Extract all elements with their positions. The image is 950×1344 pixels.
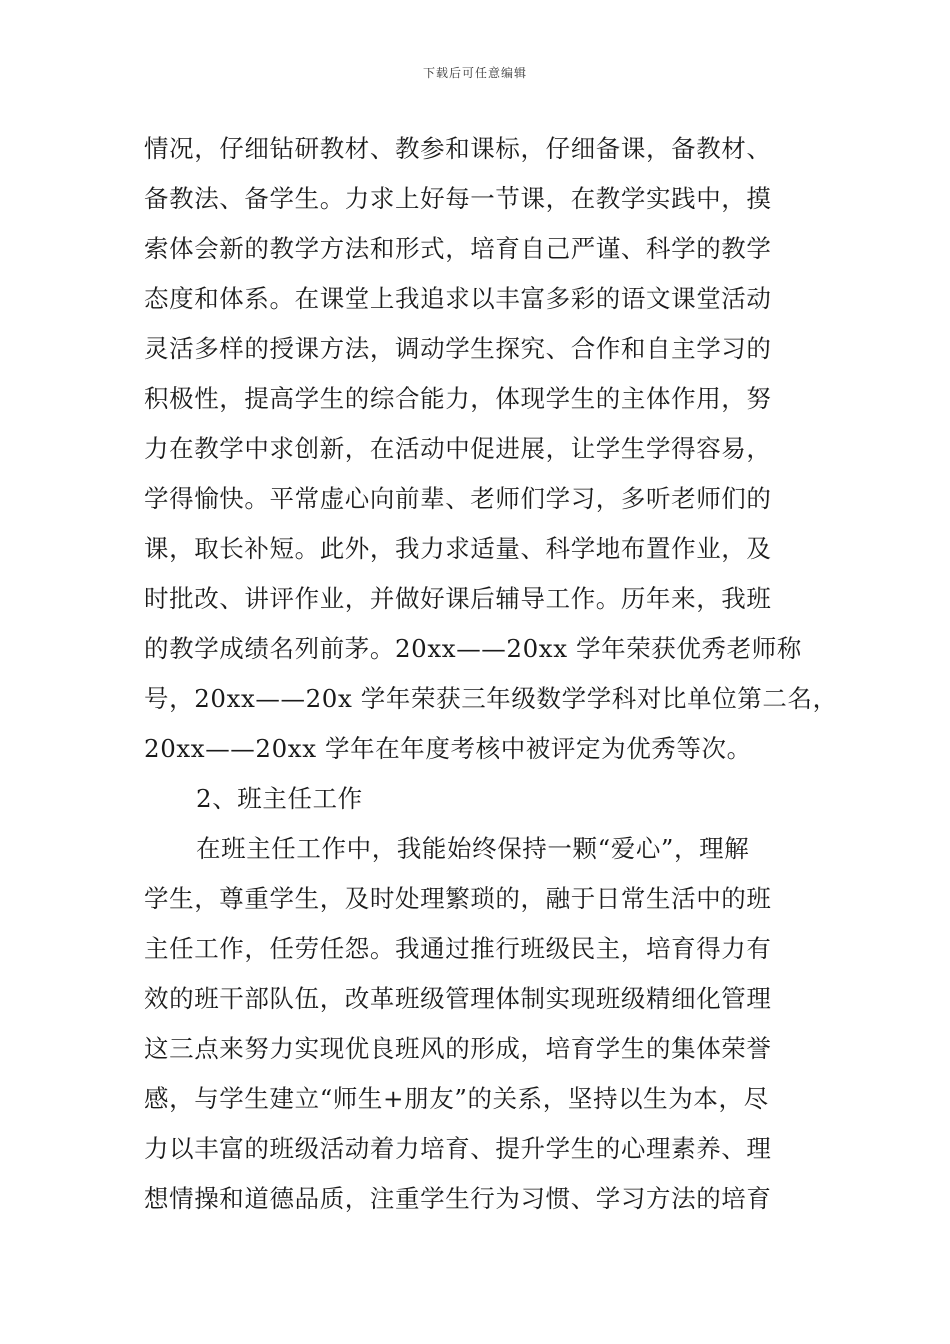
text-line: 号，20xx——20x 学年荣获三年级数学学科对比单位第二名， <box>144 684 838 713</box>
text-line: 学得愉快。平常虚心向前辈、老师们学习，多听老师们的 <box>144 484 772 513</box>
paragraph-first-line: 在班主任工作中，我能始终保持一颗“爱心”，理解 <box>196 834 750 863</box>
text-line: 情况，仔细钻研教材、教参和课标，仔细备课，备教材、 <box>144 134 772 163</box>
text-line: 这三点来努力实现优良班风的形成，培育学生的集体荣誉 <box>144 1034 772 1063</box>
text-line: 20xx——20xx 学年在年度考核中被评定为优秀等次。 <box>144 734 752 763</box>
text-line: 时批改、讲评作业，并做好课后辅导工作。历年来，我班 <box>144 584 772 613</box>
text-line: 力以丰富的班级活动着力培育、提升学生的心理素养、理 <box>144 1134 772 1163</box>
document-body <box>144 124 838 1224</box>
text-line: 态度和体系。在课堂上我追求以丰富多彩的语文课堂活动 <box>144 284 772 313</box>
text-line: 积极性，提高学生的综合能力，体现学生的主体作用，努 <box>144 384 772 413</box>
text-line: 效的班干部队伍，改革班级管理体制实现班级精细化管理 <box>144 984 772 1013</box>
text-line: 灵活多样的授课方法，调动学生探究、合作和自主学习的 <box>144 334 772 363</box>
text-line: 主任工作，任劳任怨。我通过推行班级民主，培育得力有 <box>144 934 772 963</box>
text-line: 力在教学中求创新，在活动中促进展，让学生学得容易， <box>144 434 772 463</box>
text-line: 想情操和道德品质，注重学生行为习惯、学习方法的培育 <box>144 1184 772 1213</box>
text-line: 的教学成绩名列前茅。20xx——20xx 学年荣获优秀老师称 <box>144 634 802 663</box>
text-line: 感，与学生建立“师生+朋友”的关系，坚持以生为本，尽 <box>144 1084 769 1113</box>
text-line: 备教法、备学生。力求上好每一节课，在教学实践中，摸 <box>144 184 772 213</box>
page-header: 下载后可任意编辑 <box>422 66 527 80</box>
text-line: 学生，尊重学生，及时处理繁琐的，融于日常生活中的班 <box>144 884 772 913</box>
text-line: 索体会新的教学方法和形式，培育自己严谨、科学的教学 <box>144 234 772 263</box>
section-heading: 2、班主任工作 <box>196 784 363 813</box>
text-line: 课，取长补短。此外，我力求适量、科学地布置作业，及 <box>144 534 772 563</box>
